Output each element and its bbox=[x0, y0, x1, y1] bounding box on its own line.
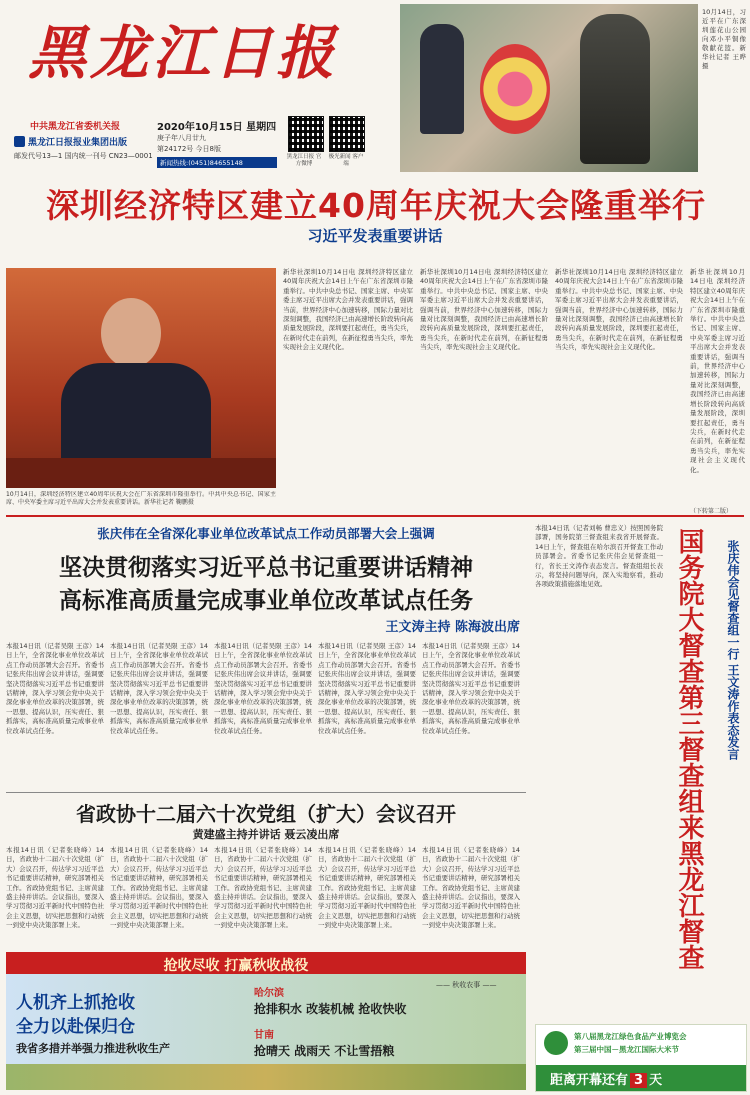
harvest-city1: 哈尔滨 bbox=[254, 988, 284, 999]
right-story-body: 本报14日讯（记者刘畅 曹忠义）按照国务院部署，国务院第三督查组来我省开展督查。14日上午，督查组在哈尔滨召开督查工作动员部署会。省委书记张庆伟会见督查组一行，省长王文涛作表态发言。督查组组长表示，将坚持问题导向，深入实地察看，推动各项政策措施落地见效。 bbox=[535, 524, 663, 589]
lead-body-col4: 新华社深圳10月14日电 深圳经济特区建立40周年庆祝大会14日上午在广东省深圳市隆重举行。中共中央总书记、国家主席、中央军委主席习近平出席大会并发表重要讲话，强调当前，世界经济中心加速转移，国际力量对比深刻调整，我国经济已由高速增长阶段转向高质量发展阶段，深圳要扛起责任，勇当尖兵，在新时代走在前列，在新征程勇当尖兵，率先实现社会主义现代化。 bbox=[690, 268, 745, 474]
podium bbox=[6, 458, 276, 488]
expo-title2: 第三届中国－黑龙江国际大米节 bbox=[574, 1045, 679, 1054]
app-qr-code[interactable] bbox=[329, 116, 365, 152]
speaker-body bbox=[61, 363, 211, 468]
page-count: 今日8版 bbox=[195, 145, 221, 153]
harvest-section bbox=[6, 952, 526, 1090]
sponsor-label: 中共黑龙江省委机关报 bbox=[30, 122, 121, 132]
lead-body-col1: 新华社深圳10月14日电 深圳经济特区建立40周年庆祝大会14日上午在广东省深圳市隆重举行。中共中央总书记、国家主席、中央军委主席习近平出席大会并发表重要讲话，强调当前，世界经济中心加速转移，国际力量对比深刻调整，我国经济已由高速增长阶段转向高质量发展阶段，深圳要扛起责任，勇当尖兵，在新时代走在前列，在新征程勇当尖兵，率先实现社会主义现代化。 bbox=[283, 268, 413, 352]
speaker-head bbox=[101, 298, 161, 368]
story3-byline: 黄建盛主持并讲话 聂云凌出席 bbox=[192, 828, 340, 841]
news-hotline: 新闻热线:(0451)84655148 bbox=[157, 157, 277, 168]
masthead-title: 黑龙江日报 bbox=[28, 19, 339, 87]
publisher-label: 黑龙江日报报业集团出版 bbox=[14, 136, 127, 149]
postal-codes: 邮发代号13—1 国内统一刊号 CN23—0001 bbox=[14, 152, 153, 160]
flower-basket bbox=[480, 44, 550, 134]
lead-photo-caption: 10月14日，深圳经济特区建立40周年庆祝大会在广东省深圳市隆重举行。中共中央总书记、国家主席、中央军委主席习近平出席大会并发表重要讲话。新华社记者 鞠鹏摄 bbox=[6, 491, 276, 506]
story2-body-col4: 本报14日讯（记者吴限 王彦）14日上午，全省深化事业单位改革试点工作动员部署大会召开。省委书记张庆伟出席会议并讲话，强调要坚决贯彻落实习近平总书记重要讲话精神，深入学习领会党中央关于深化事业单位改革的决策部署，统一思想、提高认识，压实责任、狠抓落实，高标准高质量完成事业单位改革试点任务。 bbox=[318, 642, 416, 735]
issue-number: 第24172号 bbox=[157, 145, 194, 153]
story2-byline: 王文涛主持 陈海波出席 bbox=[385, 620, 520, 635]
countdown-days: 3 bbox=[630, 1073, 647, 1088]
story3-body-col4: 本报14日讯（记者张晓峰）14日，省政协十二届六十次党组（扩大）会议召开，传达学习习近平总书记重要讲话精神，研究部署相关工作。省政协党组书记、主席黄建盛主持并讲话。会议指出，要深入学习贯彻习近平新时代中国特色社会主义思想，切实把思想和行动统一到党中央决策部署上来。 bbox=[318, 846, 416, 930]
lead-body-col2: 新华社深圳10月14日电 深圳经济特区建立40周年庆祝大会14日上午在广东省深圳市隆重举行。中共中央总书记、国家主席、中央军委主席习近平出席大会并发表重要讲话，强调当前，世界经济中心加速转移，国际力量对比深刻调整，我国经济已由高速增长阶段转向高质量发展阶段，深圳要扛起责任，勇当尖兵，在新时代走在前列，在新征程勇当尖兵，率先实现社会主义现代化。 bbox=[420, 268, 548, 352]
lead-body-col3: 新华社深圳10月14日电 深圳经济特区建立40周年庆祝大会14日上午在广东省深圳市隆重举行。中共中央总书记、国家主席、中央军委主席习近平出席大会并发表重要讲话，强调当前，世界经济中心加速转移，国际力量对比深刻调整，我国经济已由高速增长阶段转向高质量发展阶段，深圳要扛起责任，勇当尖兵，在新时代走在前列，在新征程勇当尖兵，率先实现社会主义现代化。 bbox=[555, 268, 683, 352]
weibo-qr-code[interactable] bbox=[288, 116, 324, 152]
qr2-label: 极光新闻 客户端 bbox=[328, 154, 364, 167]
field-photo bbox=[6, 1064, 526, 1090]
top-photo-caption: 10月14日，习近平在广东深圳莲花山公园向邓小平铜像敬献花篮。新华社记者 王晔摄 bbox=[702, 8, 746, 70]
publisher-logo-icon bbox=[14, 136, 25, 147]
story2-body-col1: 本报14日讯（记者吴限 王彦）14日上午，全省深化事业单位改革试点工作动员部署大会召开。省委书记张庆伟出席会议并讲话，强调要坚决贯彻落实习近平总书记重要讲话精神，深入学习领会党中央关于深化事业单位改革的决策部署，统一思想、提高认识，压实责任、狠抓落实，高标准高质量完成事业单位改革试点任务。 bbox=[6, 642, 104, 735]
story3-body-col1: 本报14日讯（记者张晓峰）14日，省政协十二届六十次党组（扩大）会议召开，传达学习习近平总书记重要讲话精神，研究部署相关工作。省政协党组书记、主席黄建盛主持并讲话。会议指出，要深入学习贯彻习近平新时代中国特色社会主义思想，切实把思想和行动统一到党中央决策部署上来。 bbox=[6, 846, 104, 930]
expo-title1: 第八届黑龙江绿色食品产业博览会 bbox=[574, 1032, 687, 1041]
statue-figure bbox=[580, 14, 650, 164]
harvest-banner: 抢收尽收 打赢秋收战役 bbox=[163, 958, 309, 974]
qr1-label: 黑龙江日报 官方微博 bbox=[286, 154, 322, 167]
harvest-tag: —— 秋收农事 —— bbox=[436, 981, 497, 989]
harvest-big-line2: 全力以赴保归仓 bbox=[16, 1017, 135, 1037]
issue-date: 2020年10月15日 bbox=[157, 122, 243, 133]
story2-body-col2: 本报14日讯（记者吴限 王彦）14日上午，全省深化事业单位改革试点工作动员部署大会召开。省委书记张庆伟出席会议并讲话，强调要坚决贯彻落实习近平总书记重要讲话精神，深入学习领会党中央关于深化事业单位改革的决策部署，统一思想、提高认识，压实责任、狠抓落实，高标准高质量完成事业单位改革试点任务。 bbox=[110, 642, 208, 735]
story3-body-col2: 本报14日讯（记者张晓峰）14日，省政协十二届六十次党组（扩大）会议召开，传达学习习近平总书记重要讲话精神，研究部署相关工作。省政协党组书记、主席黄建盛主持并讲话。会议指出，要深入学习贯彻习近平新时代中国特色社会主义思想，切实把思想和行动统一到党中央决策部署上来。 bbox=[110, 846, 208, 930]
story2-headline-line1: 坚决贯彻落实习近平总书记重要讲话精神 bbox=[59, 555, 473, 581]
harvest-city1-text: 抢排积水 改装机械 抢收快收 bbox=[254, 1002, 407, 1016]
story3-body-col5: 本报14日讯（记者张晓峰）14日，省政协十二届六十次党组（扩大）会议召开，传达学习习近平总书记重要讲话精神，研究部署相关工作。省政协党组书记、主席黄建盛主持并讲话。会议指出，要深入学习贯彻习近平新时代中国特色社会主义思想，切实把思想和行动统一到党中央决策部署上来。 bbox=[422, 846, 520, 930]
harvest-city2: 甘南 bbox=[254, 1030, 274, 1041]
story2-kicker: 张庆伟在全省深化事业单位改革试点工作动员部署大会上强调 bbox=[97, 526, 435, 541]
lead-headline: 深圳经济特区建立40周年庆祝大会隆重举行 bbox=[46, 186, 706, 225]
weekday: 星期四 bbox=[246, 122, 277, 133]
lead-photo bbox=[6, 268, 276, 488]
story2-body-col5: 本报14日讯（记者吴限 王彦）14日上午，全省深化事业单位改革试点工作动员部署大会召开。省委书记张庆伟出席会议并讲话，强调要坚决贯彻落实习近平总书记重要讲话精神，深入学习领会党中央关于深化事业单位改革的决策部署，统一思想、提高认识，压实责任、狠抓落实，高标准高质量完成事业单位改革试点任务。 bbox=[422, 642, 520, 735]
lead-continued: （下转第二版） bbox=[690, 508, 733, 515]
section-divider bbox=[6, 515, 744, 517]
person-figure bbox=[420, 24, 464, 134]
story2-body-col3: 本报14日讯（记者吴限 王彦）14日上午，全省深化事业单位改革试点工作动员部署大会召开。省委书记张庆伟出席会议并讲话，强调要坚决贯彻落实习近平总书记重要讲话精神，深入学习领会党中央关于深化事业单位改革的决策部署，统一思想、提高认识，压实责任、狠抓落实，高标准高质量完成事业单位改革试点任务。 bbox=[214, 642, 312, 735]
story3-body-col3: 本报14日讯（记者张晓峰）14日，省政协十二届六十次党组（扩大）会议召开，传达学习习近平总书记重要讲话精神，研究部署相关工作。省政协党组书记、主席黄建盛主持并讲话。会议指出，要深入学习贯彻习近平新时代中国特色社会主义思想，切实把思想和行动统一到党中央决策部署上来。 bbox=[214, 846, 312, 930]
countdown: 距离开幕还有 3 天 bbox=[550, 1073, 663, 1088]
lunar-date: 庚子年八月廿九 bbox=[157, 134, 206, 142]
expo-ad[interactable] bbox=[535, 1024, 747, 1092]
story-divider bbox=[6, 792, 526, 793]
right-story-subhead: 张庆伟会见督查组一行 王文涛作表态发言 bbox=[726, 540, 740, 761]
story3-headline: 省政协十二届六十次党组（扩大）会议召开 bbox=[76, 802, 456, 826]
lead-subhead: 习近平发表重要讲话 bbox=[307, 227, 443, 245]
expo-logo-icon bbox=[544, 1031, 568, 1055]
harvest-small-line: 我省多措并举强力推进秋收生产 bbox=[16, 1042, 170, 1055]
harvest-city2-text: 抢晴天 战雨天 不让雪捂粮 bbox=[254, 1044, 395, 1058]
date-block bbox=[157, 118, 277, 168]
harvest-big-line1: 人机齐上抓抢收 bbox=[16, 993, 135, 1013]
right-story-headline: 国务院大督查第三督查组来黑龙江督查 bbox=[674, 528, 704, 970]
story2-headline-line2: 高标准高质量完成事业单位改革试点任务 bbox=[59, 588, 473, 614]
top-photo bbox=[400, 4, 698, 172]
